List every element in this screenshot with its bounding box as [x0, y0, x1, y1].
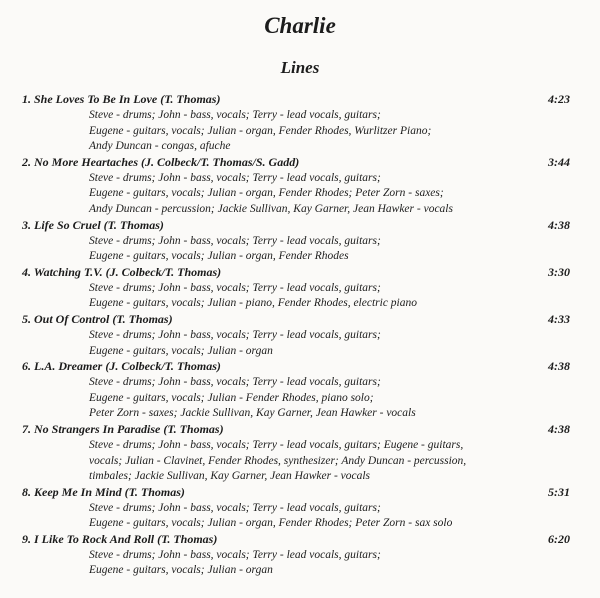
track-header — [0, 92, 600, 108]
track-entry — [0, 485, 600, 532]
track-credit-line: Steve - drums; John - bass, vocals; Terry - lead vocals, guitars; — [89, 281, 381, 294]
track-title: 9. I Like To Rock And Roll (T. Thomas) — [22, 531, 218, 546]
track-header — [0, 422, 600, 438]
track-credit-line: Eugene - guitars, vocals; Julian - organ — [89, 564, 273, 577]
track-entry — [0, 92, 600, 155]
track-duration: 3:30 — [548, 264, 570, 279]
track-credit-line: Eugene - guitars, vocals; Julian - organ, Fender Rhodes; Peter Zorn - saxes; — [89, 187, 444, 200]
track-title: 2. No More Heartaches (J. Colbeck/T. Thomas/S. Gadd) — [22, 154, 300, 169]
track-title: 4. Watching T.V. (J. Colbeck/T. Thomas) — [22, 264, 222, 279]
album-title: Lines — [280, 58, 320, 77]
track-duration: 5:31 — [548, 484, 570, 499]
track-duration: 4:38 — [548, 359, 570, 374]
track-credit-line: Eugene - guitars, vocals; Julian - organ — [89, 344, 273, 357]
track-title: 5. Out Of Control (T. Thomas) — [22, 311, 173, 326]
track-entry — [0, 218, 600, 265]
track-credit-line: Steve - drums; John - bass, vocals; Terry - lead vocals, guitars; — [89, 548, 381, 561]
track-entry — [0, 312, 600, 359]
track-credit-line: Andy Duncan - percussion; Jackie Sullivan, Kay Garner, Jean Hawker - vocals — [89, 202, 453, 215]
track-credit-line: Eugene - guitars, vocals; Julian - organ, Fender Rhodes; Peter Zorn - sax solo — [89, 517, 453, 530]
track-duration: 6:20 — [548, 531, 570, 546]
track-header — [0, 265, 600, 281]
track-header — [0, 155, 600, 171]
track-title: 7. No Strangers In Paradise (T. Thomas) — [22, 421, 224, 436]
album-artist-title: Charlie — [264, 13, 336, 38]
track-header — [0, 312, 600, 328]
track-header — [0, 532, 600, 548]
track-credit-line: Eugene - guitars, vocals; Julian - Fender Rhodes, piano solo; — [89, 391, 374, 404]
track-title: 3. Life So Cruel (T. Thomas) — [22, 217, 164, 232]
track-title: 1. She Loves To Be In Love (T. Thomas) — [22, 92, 221, 106]
track-credit-line: Steve - drums; John - bass, vocals; Terry - lead vocals, guitars; Eugene - guitars, — [89, 438, 464, 451]
track-entry — [0, 532, 600, 579]
track-credit-line: Steve - drums; John - bass, vocals; Terry - lead vocals, guitars; — [89, 501, 381, 514]
track-credit-line: Steve - drums; John - bass, vocals; Terry - lead vocals, guitars; — [89, 109, 381, 121]
track-duration: 4:33 — [548, 311, 570, 326]
track-entry — [0, 155, 600, 218]
track-credit-line: Peter Zorn - saxes; Jackie Sullivan, Kay Garner, Jean Hawker - vocals — [89, 407, 416, 420]
track-duration: 4:38 — [548, 421, 570, 436]
track-entry — [0, 359, 600, 422]
track-entry — [0, 422, 600, 485]
track-duration: 4:38 — [548, 217, 570, 232]
track-header — [0, 218, 600, 234]
track-credit-line: Andy Duncan - congas, afuche — [89, 140, 231, 153]
track-credit-line: vocals; Julian - Clavinet, Fender Rhodes, synthesizer; Andy Duncan - percussion, — [89, 454, 467, 467]
track-credit-line: Eugene - guitars, vocals; Julian - organ, Fender Rhodes, Wurlitzer Piano; — [89, 124, 432, 137]
track-credit-line: Steve - drums; John - bass, vocals; Terry - lead vocals, guitars; — [89, 328, 381, 341]
track-credit-line: Steve - drums; John - bass, vocals; Terry - lead vocals, guitars; — [89, 234, 381, 247]
track-duration: 4:23 — [548, 92, 570, 106]
track-duration: 3:44 — [548, 154, 570, 169]
track-credit-line: timbales; Jackie Sullivan, Kay Garner, Jean Hawker - vocals — [89, 470, 371, 483]
track-credit-line: Steve - drums; John - bass, vocals; Terry - lead vocals, guitars; — [89, 171, 381, 184]
track-list — [0, 92, 600, 579]
track-credit-line: Eugene - guitars, vocals; Julian - piano, Fender Rhodes, electric piano — [89, 297, 417, 310]
track-credit-line: Steve - drums; John - bass, vocals; Terry - lead vocals, guitars; — [89, 376, 381, 389]
track-entry — [0, 265, 600, 312]
track-title: 6. L.A. Dreamer (J. Colbeck/T. Thomas) — [22, 359, 221, 374]
track-title: 8. Keep Me In Mind (T. Thomas) — [22, 484, 185, 499]
track-header — [0, 485, 600, 501]
track-credit-line: Eugene - guitars, vocals; Julian - organ, Fender Rhodes — [89, 250, 349, 263]
track-header — [0, 359, 600, 375]
